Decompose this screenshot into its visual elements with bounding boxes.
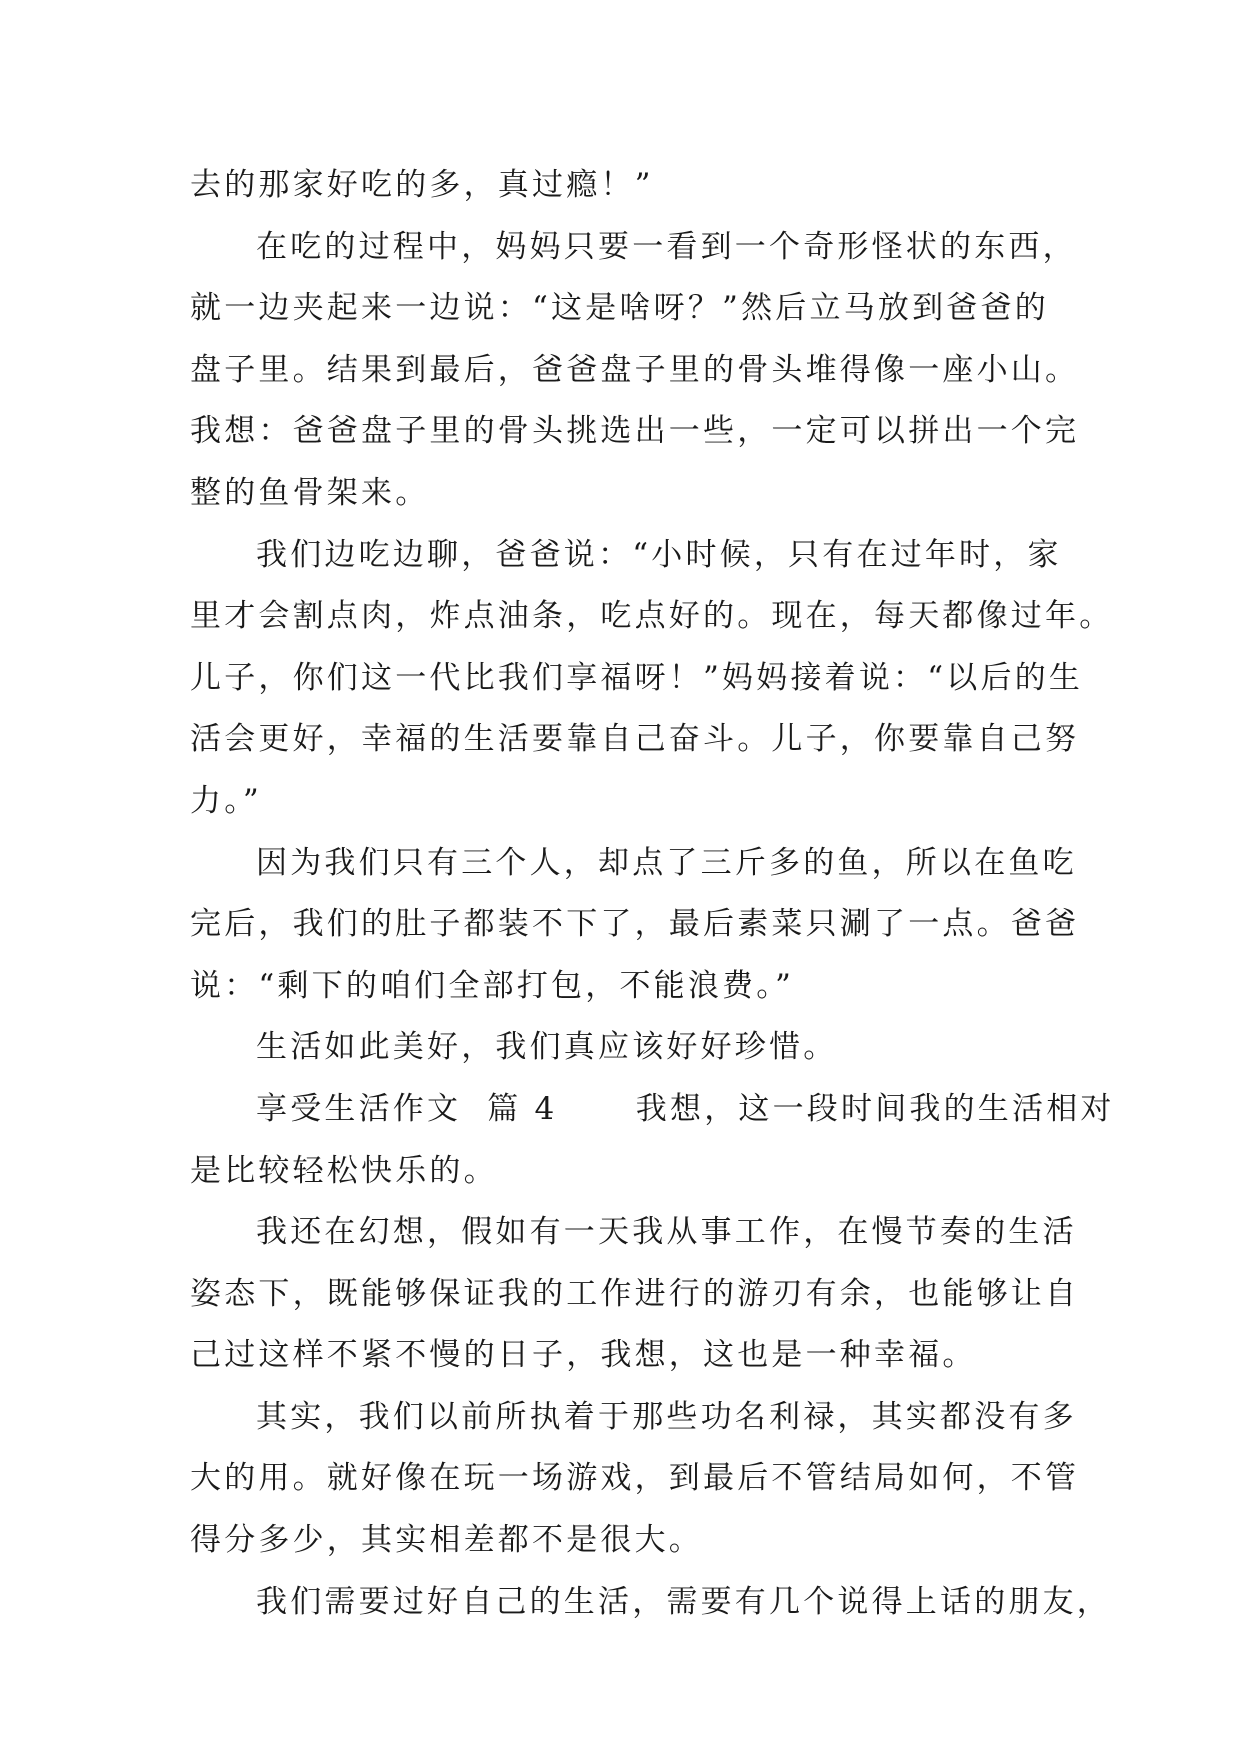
text-line: 盘子里。结果到最后，爸爸盘子里的骨头堆得像一座小山。 bbox=[190, 351, 1080, 388]
text-line: 姿态下，既能够保证我的工作进行的游刃有余，也能够让自 bbox=[190, 1275, 1080, 1312]
text-line: 儿子，你们这一代比我们享福呀！”妈妈接着说：“以后的生 bbox=[190, 659, 1084, 696]
text-line: 力。” bbox=[190, 782, 262, 819]
text-line: 得分多少，其实相差都不是很大。 bbox=[190, 1522, 703, 1559]
text-line: 完后，我们的肚子都装不下了，最后素菜只涮了一点。爸爸 bbox=[190, 906, 1080, 943]
text-line: 去的那家好吃的多，真过瘾！” bbox=[190, 167, 654, 203]
text-line: 整的鱼骨架来。 bbox=[190, 474, 430, 511]
text-line: 大的用。就好像在玩一场游戏，到最后不管结局如何，不管 bbox=[190, 1460, 1080, 1497]
text-line: 我们边吃边聊，爸爸说：“小时候，只有在过年时，家 bbox=[256, 536, 1062, 573]
essay-body bbox=[190, 155, 1115, 1633]
text-line: 活会更好，幸福的生活要靠自己奋斗。儿子，你要靠自己努 bbox=[190, 721, 1080, 758]
text-line: 生活如此美好，我们真应该好好珍惜。 bbox=[256, 1029, 838, 1066]
text-line: 说：“剩下的咱们全部打包，不能浪费。” bbox=[190, 967, 794, 1004]
text-line: 我想：爸爸盘子里的骨头挑选出一些，一定可以拼出一个完 bbox=[190, 413, 1080, 450]
section-heading-line: 享受生活作文 篇 4 我想，这一段时间我的生活相对 bbox=[256, 1090, 1115, 1127]
text-line: 己过这样不紧不慢的日子，我想，这也是一种幸福。 bbox=[190, 1337, 977, 1374]
text-line: 其实，我们以前所执着于那些功名利禄，其实都没有多 bbox=[256, 1398, 1077, 1435]
text-line: 里才会割点肉，炸点油条，吃点好的。现在，每天都像过年。 bbox=[190, 598, 1114, 635]
text-line: 在吃的过程中，妈妈只要一看到一个奇形怪状的东西， bbox=[256, 228, 1077, 265]
text-line: 因为我们只有三个人，却点了三斤多的鱼，所以在鱼吃 bbox=[256, 844, 1077, 881]
text-line: 就一边夹起来一边说：“这是啥呀？”然后立马放到爸爸的 bbox=[190, 290, 1049, 327]
text-line: 我还在幻想，假如有一天我从事工作，在慢节奏的生活 bbox=[256, 1214, 1077, 1251]
text-line: 我们需要过好自己的生活，需要有几个说得上话的朋友， bbox=[256, 1583, 1111, 1620]
text-line: 是比较轻松快乐的。 bbox=[190, 1152, 498, 1189]
